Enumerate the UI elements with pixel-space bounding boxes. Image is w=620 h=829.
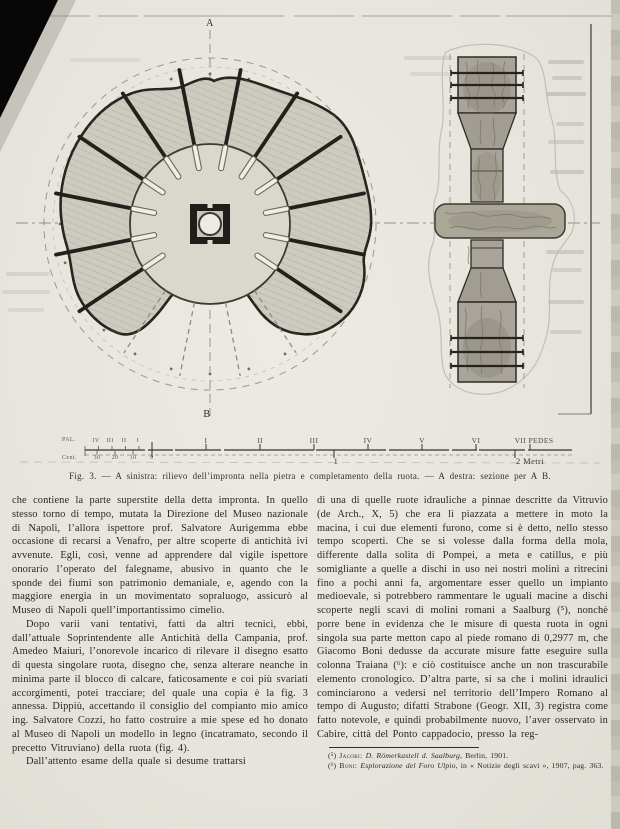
scale-cm-tick: 0 [150, 455, 154, 461]
footnote-item [317, 761, 608, 771]
footnote-marker: (⁵) [328, 750, 337, 760]
section-line-label-b: B [203, 409, 211, 420]
footnote-item [317, 751, 608, 761]
scale-metri-1: 1 [333, 456, 339, 466]
scale-cm-tick: 30 [93, 455, 101, 461]
section-drawing [429, 44, 575, 394]
wheel-hub [190, 201, 230, 247]
scale-pal-tick: I [136, 438, 140, 444]
body-paragraph: che contiene la parte superstite della detta impronta. In quello stesso torno di tempo, mutata la Direzione del Museo nazionale di Napoli, l’allora ispettore prof. Salvatore Aurigemma ebbe occasione di recarsi a Venafro, per altre scoperte di antichità ivi avvenute. Egli, così, venne ad apprendere dal vigile ispettore onorario l’operato del falegname, abusivo in quanto che le sponde dei fiumi son patrimonio demaniale, e, agendo con la maggiore energia in un movimentato sopraluogo, assicurò al Museo di Napoli quell’importantissimo cimelio. [12, 495, 308, 616]
scale-pedes-tick: V [419, 436, 425, 445]
page-edge-strip [611, 0, 620, 829]
section-line-label-a: A [206, 18, 214, 29]
right-text-column [317, 494, 608, 771]
scale-pal-label: PAL. [62, 437, 76, 443]
scale-pedes-tick: II [257, 436, 263, 445]
body-paragraph: Dopo varii vani tentativi, fatti da altri tecnici, ebbi, dall’attuale Soprintendente alle Antichità della Campania, prof. Amedeo Maiuri, l’onorevole incarico di rilevare il disegno esatto di questa singolare ruota, disegno che, senza alterare neanche in minima parte il blocco di calcare, faticosamente e coi più svariati accorgimenti, potei tracciare; del quale una copia è la fig. 3 annessa. Dippiù, accettando il consiglio del compianto mio amico ing. Salvatore Cozzi, ho fatto costruire a mie spese ed ho donato al Museo di Napoli un modello in legno (incatramato, secondo il precetto Vitruviano) della ruota (fig. 4). [12, 618, 308, 754]
scale-bar [20, 442, 600, 463]
footnote-marker: (⁶) [328, 760, 337, 770]
body-paragraph: di una di quelle ruote idrauliche a pinnae descritte da Vitruvio (de Arch., X, 5) che era lì piazzata a mettere in moto la macina, i cui due elementi furono, come si è detto, nello stesso tempo scoperti. Che se si volesse dalla forma della mola, differente dalla solita di Pompei, a meta e catillus, e più somigliante a quelle a dischi in uso nei nostri molini a ritrecini fino a pochi anni fa, argomentare esser quello un impianto medioevale, si potrebbero rammentare le uguali macine a dischi scoperte negli scavi di molini romani a Saalburg (⁵), nonchè porre bene in evidenza che le misure di questa ruota in ogni singola sua parte metton capo al piede romano di 0,2977 m, che Giacomo Boni dedusse da accurate misure fatte eseguire sulla colonna Traiana (⁶): e ciò costituisce anche un non trascurabile elemento cronologico. D’altra parte, si sa che i molini idraulici cominciarono a vedersi nel territorio dell’Impero Romano al tempo di Augusto; difatti Strabone (Geogr. XII, 3) registra come fatto notevole, e quindi probabilmente nuovo, l’aver osservato in Cabire, città del Ponto cappadocio, presso la reg- [317, 495, 608, 740]
scale-pedes-tick: VI [471, 436, 481, 445]
footnote-author: Jacobi: [339, 750, 363, 760]
scale-pedes-tick: I [204, 436, 208, 445]
scale-pal-tick: II [121, 438, 127, 444]
scale-cm-tick: 20 [111, 455, 119, 461]
left-text-column [12, 494, 308, 769]
footnote-separator [329, 747, 479, 748]
scale-pedes-tick: III [309, 436, 319, 445]
scale-pedes-end-label: VII PEDES [514, 436, 554, 445]
scale-cent-label: Cent. [62, 455, 77, 461]
footnote-author: Boni: [339, 760, 358, 770]
scale-cm-tick: 10 [129, 455, 137, 461]
footnote-rest: Berlin, 1901. [465, 750, 509, 760]
figure-caption: Fig. 3. — A sinistra: rilievo dell’impronta nella pietra e completamento della ruota. — A destra: sezione per A B. [69, 471, 551, 481]
footnote-rest: in « Notizie degli scavi », 1907, pag. 363. [460, 760, 604, 770]
scale-pal-tick: IV [92, 438, 100, 444]
section-wood-post [435, 57, 565, 382]
scale-pedes-tick: IV [363, 436, 373, 445]
scale-metri-2: 2 Metri [515, 456, 545, 466]
footnote-title: Esplorazione del Foro Ulpio, [360, 760, 458, 770]
scale-pal-tick: III [106, 438, 114, 444]
body-paragraph: Dall’attento esame della quale si desume trattarsi [26, 756, 246, 768]
footnote-title: D. Römerkastell d. Saalburg, [365, 750, 463, 760]
